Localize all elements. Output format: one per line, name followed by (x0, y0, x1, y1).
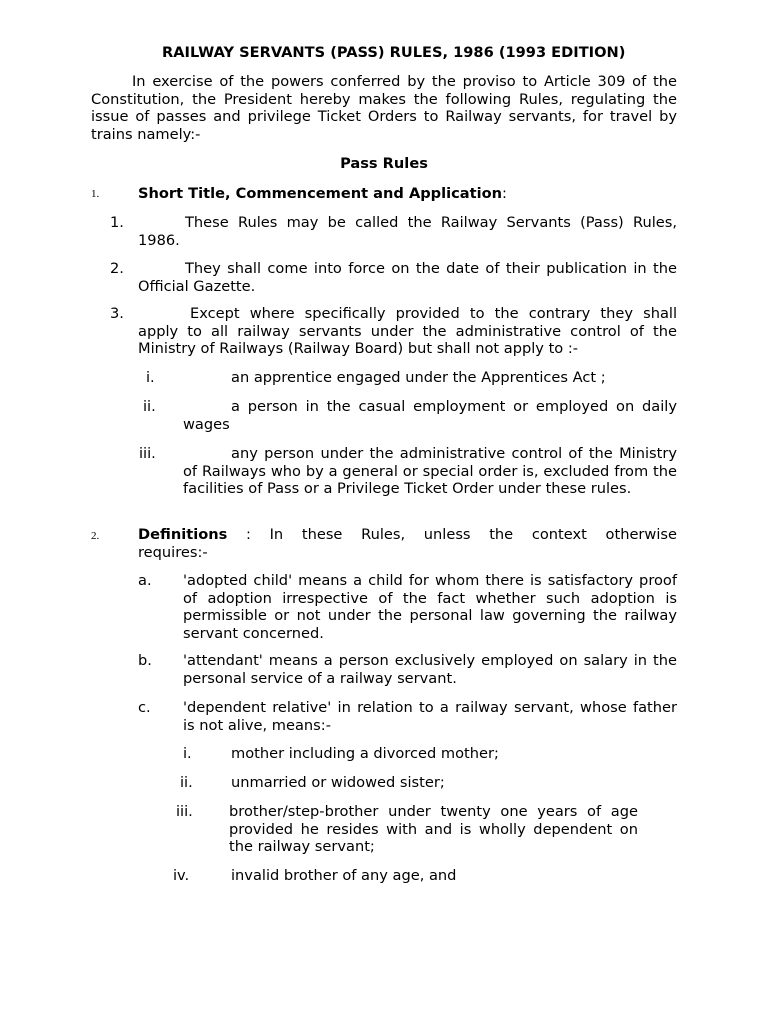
definition-b (138, 652, 677, 687)
clause-1-1-number: 1. (110, 214, 124, 231)
definition-a-text: 'adopted child' means a child for whom there is satisfactory proof of adoption irrespective of the fact whether such adoption is permissible or not under the personal law governing the railway servant concerned. (183, 572, 677, 642)
relative-iii (176, 803, 638, 856)
document-title: RAILWAY SERVANTS (PASS) RULES, 1986 (1993 EDITION) (162, 44, 626, 61)
exception-ii-number: ii. (143, 398, 156, 415)
clause-1-3-number: 3. (110, 305, 124, 322)
section-heading: Pass Rules (340, 155, 428, 172)
relative-i-number: i. (183, 745, 192, 762)
relative-iii-text: brother/step-brother under twenty one years of age provided he resides with and is wholly dependent on the railway servant; (229, 803, 638, 855)
clause-1-2-text: They shall come into force on the date of their publication in the Official Gazette. (138, 260, 677, 295)
section-2-number: 2. (91, 530, 100, 542)
preamble: In exercise of the powers conferred by the proviso to Article 309 of the Constitution, the President hereby makes the following Rules, regulating the issue of passes and privilege Ticket Orders to Railway servants, for travel by trains namely:- (91, 73, 677, 143)
clause-1-2-number: 2. (110, 260, 124, 277)
definition-a (138, 572, 677, 642)
relative-iv-number: iv. (173, 867, 190, 884)
clause-1-3 (110, 305, 677, 358)
clause-1-3-text: Except where specifically provided to the contrary they shall apply to all railway servants under the administrative control of the Ministry of Railways (Railway Board) but shall not apply to :- (138, 305, 677, 357)
section-2-intro: : In these Rules, unless the context otherwise requires:- (138, 526, 677, 561)
exception-iii (139, 445, 677, 498)
exception-i (146, 369, 677, 387)
relative-ii (180, 774, 638, 792)
definition-a-number: a. (138, 572, 152, 589)
relative-iii-number: iii. (176, 803, 193, 820)
definition-c (138, 699, 677, 734)
section-2-title: Definitions (138, 526, 228, 543)
relative-i (183, 745, 638, 763)
exception-i-text: an apprentice engaged under the Apprentices Act ; (231, 369, 606, 386)
section-2-header (91, 526, 677, 561)
clause-1-1 (110, 214, 677, 249)
exception-iii-number: iii. (139, 445, 156, 462)
definition-b-text: 'attendant' means a person exclusively employed on salary in the personal service of a railway servant. (183, 652, 677, 687)
definition-c-number: c. (138, 699, 151, 716)
relative-ii-text: unmarried or widowed sister; (231, 774, 445, 791)
definition-b-number: b. (138, 652, 152, 669)
exception-ii (143, 398, 677, 433)
section-1-number: 1. (91, 188, 100, 200)
section-1-title: Short Title, Commencement and Application (138, 185, 503, 202)
exception-iii-text: any person under the administrative control of the Ministry of Railways who by a general or special order is, excluded from the facilities of Pass or a Privilege Ticket Order under these rules. (183, 445, 677, 497)
clause-1-2 (110, 260, 677, 295)
relative-iv-text: invalid brother of any age, and (231, 867, 457, 884)
relative-i-text: mother including a divorced mother; (231, 745, 499, 762)
clause-1-1-text: These Rules may be called the Railway Servants (Pass) Rules, 1986. (138, 214, 677, 249)
relative-iv (173, 867, 638, 885)
exception-ii-text: a person in the casual employment or employed on daily wages (183, 398, 677, 433)
relative-ii-number: ii. (180, 774, 193, 791)
definition-c-text: 'dependent relative' in relation to a railway servant, whose father is not alive, means:- (183, 699, 677, 734)
section-2-intro-paragraph (138, 526, 677, 561)
section-1-title-colon: : (502, 185, 507, 202)
exception-i-number: i. (146, 369, 155, 386)
